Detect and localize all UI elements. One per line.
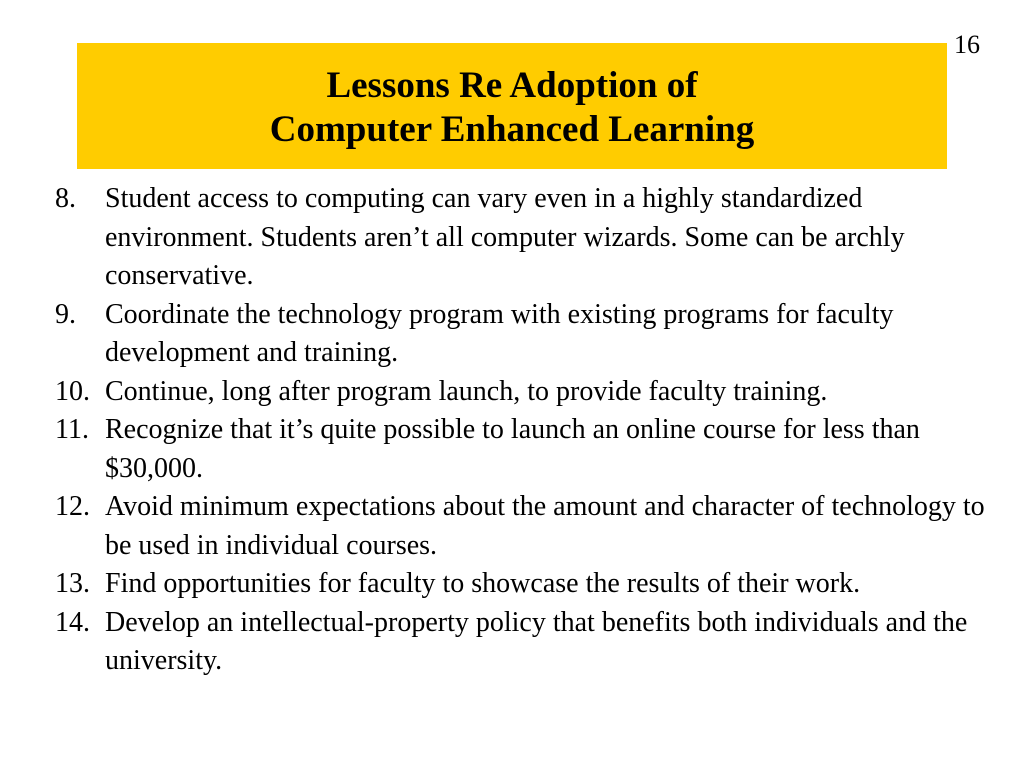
item-number: 8. xyxy=(55,183,76,214)
item-text: Avoid minimum expectations about the amount and character of technology to be used in individual courses. xyxy=(105,491,985,561)
list-item xyxy=(55,565,1005,604)
list-item xyxy=(55,180,1005,296)
item-number: 14. xyxy=(55,606,90,638)
list-item xyxy=(55,604,1005,681)
lessons-list xyxy=(55,180,1005,681)
item-number: 9. xyxy=(55,298,76,330)
list-item xyxy=(55,296,1005,373)
item-text: Develop an intellectual-property policy that benefits both individuals and the university. xyxy=(105,606,968,676)
item-text: Find opportunities for faculty to showcase the results of their work. xyxy=(105,568,861,599)
item-text: Recognize that it’s quite possible to launch an online course for less than $30,000. xyxy=(105,414,920,484)
title-banner xyxy=(77,43,947,169)
list-item xyxy=(55,411,1005,488)
slide-title-line-1: Lessons Re Adoption of xyxy=(326,65,698,106)
item-text: Coordinate the technology program with existing programs for faculty development and training. xyxy=(105,298,894,368)
list-item xyxy=(55,373,1005,412)
item-number: 11. xyxy=(55,414,89,445)
slide-title-line-2: Computer Enhanced Learning xyxy=(269,109,755,150)
item-text: Continue, long after program launch, to provide faculty training. xyxy=(105,375,828,407)
item-number: 12. xyxy=(55,491,90,522)
list-item xyxy=(55,488,1005,565)
slide-number: 16 xyxy=(954,30,980,59)
item-text: Student access to computing can vary even in a highly standardized environment. Students aren’t all computer wizards. Some can be archly conservative. xyxy=(105,183,905,291)
item-number: 13. xyxy=(55,568,90,599)
item-number: 10. xyxy=(55,375,90,407)
